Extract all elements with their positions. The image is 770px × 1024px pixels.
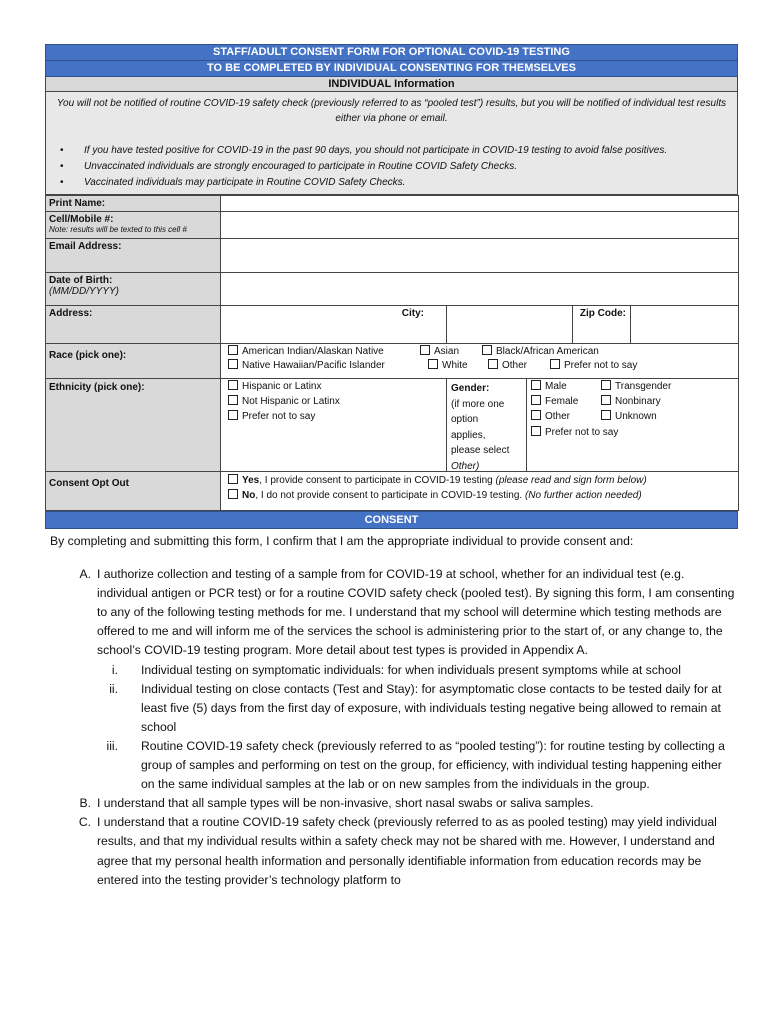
consent-yes-option[interactable] (228, 473, 735, 488)
checkbox[interactable] (482, 345, 492, 355)
roman-item (45, 737, 738, 794)
option-label: Other (502, 360, 528, 371)
no-instruction: (No further action needed) (524, 490, 642, 501)
cell-note: Note: results will be texted to this cell # (49, 225, 187, 234)
option-label: Hispanic or Latinx (242, 381, 322, 392)
option-label: Transgender (615, 381, 672, 392)
item-text: I understand that all sample types will be non-invasive, short nasal swabs or saliva samples. (97, 796, 594, 811)
option-label: Asian (434, 346, 460, 357)
consent-item-b (45, 794, 738, 813)
ethnicity-not-hispanic[interactable] (228, 394, 443, 409)
checkbox[interactable] (228, 395, 238, 405)
section-title: INDIVIDUAL Information (45, 77, 738, 92)
zip-field[interactable] (631, 306, 739, 344)
consent-opt-out-options (221, 472, 739, 511)
item-text: I understand that a routine COVID-19 safety check (previously referred to as as pooled testing) may yield individual results, and that my individual results within a safety check may not be shared with me. However, I understand and agree that my personal health information and personally identifiable information from education records may be entered into the testing provider’s technology platform to (97, 815, 717, 887)
consent-heading: CONSENT (45, 511, 738, 529)
city-field[interactable] (447, 306, 626, 344)
checkbox[interactable] (550, 359, 560, 369)
checkbox[interactable] (531, 395, 541, 405)
option-label: Unknown (615, 411, 657, 422)
yes-text: , I provide consent to participate in COVID-19 testing (259, 475, 496, 486)
roman-item (45, 661, 738, 680)
yes-label: Yes (242, 475, 260, 486)
gender-female[interactable] (531, 394, 578, 409)
ethnicity-options (221, 379, 447, 472)
address-field[interactable] (221, 306, 447, 344)
ethnicity-prefer-not[interactable] (228, 409, 443, 424)
checkbox[interactable] (601, 410, 611, 420)
roman-text: Routine COVID-19 safety check (previously referred to as “pooled testing”): for routine testing by collecting a group of samples and performing on test on the group, for efficiency, with individual testing happening either on the same individual samples at the lab or on new samples from the individuals in the group. (141, 738, 725, 792)
cell-label (46, 212, 221, 239)
race-black[interactable] (482, 344, 599, 359)
checkbox[interactable] (531, 380, 541, 390)
no-text: , I do not provide consent to participate in COVID-19 testing. (255, 490, 525, 501)
race-american-indian[interactable] (228, 344, 384, 359)
city-label: City: (401, 308, 424, 319)
gender-hint-2: option (451, 414, 479, 425)
bullet-item: • Vaccinated individuals may participate in Routine COVID Safety Checks. (56, 175, 729, 191)
race-label: Race (pick one): (46, 344, 221, 379)
checkbox[interactable] (601, 380, 611, 390)
print-name-label: Print Name: (46, 196, 221, 212)
gender-transgender[interactable] (601, 379, 671, 394)
gender-other[interactable] (531, 409, 570, 424)
dob-field[interactable] (221, 273, 739, 306)
checkbox[interactable] (228, 359, 238, 369)
gender-options (531, 379, 739, 443)
option-label: Nonbinary (615, 396, 661, 407)
bullet-item: • If you have tested positive for COVID-19 in the past 90 days, you should not participate in COVID-19 testing to avoid false positives. (56, 143, 729, 159)
gender-male[interactable] (531, 379, 567, 394)
bullet-list (54, 143, 729, 191)
ethnicity-hispanic[interactable] (228, 379, 443, 394)
race-options (221, 344, 739, 379)
item-letter: B. (79, 796, 91, 811)
gender-prefer-not[interactable] (531, 425, 618, 440)
checkbox[interactable] (228, 410, 238, 420)
option-label: Prefer not to say (545, 427, 619, 438)
address-label: Address: (46, 306, 221, 344)
item-letter: A. (79, 567, 91, 582)
item-text: I authorize collection and testing of a sample from for COVID-19 at school, whether for an individual test (e.g. individual antigen or PCR test) or for a routine COVID safety check (pooled test). By signing this form, I am consenting to any of the following testing methods for me. I understand that my school will determine which testing methods are offered to me and will inform me of the services the school is administering prior to the start of, or any change to, the school’s COVID-19 testing program. More detail about test types is provided in Appendix A. (97, 567, 735, 658)
dob-label (46, 273, 221, 306)
checkbox[interactable] (228, 380, 238, 390)
form-header (45, 44, 738, 77)
ethnicity-label: Ethnicity (pick one): (46, 379, 221, 472)
option-label: Prefer not to say (242, 411, 316, 422)
option-label: Prefer not to say (564, 360, 638, 371)
consent-opt-out-label: Consent Opt Out (46, 472, 221, 511)
item-letter: C. (78, 815, 91, 830)
consent-form (45, 44, 738, 890)
checkbox[interactable] (228, 474, 238, 484)
option-label: Black/African American (496, 346, 599, 357)
checkbox[interactable] (228, 345, 238, 355)
option-label: Male (545, 381, 567, 392)
cell-label-text: Cell/Mobile #: (49, 214, 114, 225)
gender-label: Gender: (451, 383, 490, 394)
yes-instruction: (please read and sign form below) (495, 475, 647, 486)
roman-label: iii. (106, 738, 118, 753)
roman-text: Individual testing on close contacts (Test and Stay): for asymptomatic close contacts to be tested daily for at least five (5) days from the first day of exposure, with individuals testing negative being allowed to remain at school (141, 681, 722, 734)
zip-label: Zip Code: (579, 308, 626, 319)
option-label: Native Hawaiian/Pacific Islander (242, 360, 385, 371)
roman-label: ii. (109, 681, 118, 696)
race-other[interactable] (488, 358, 527, 373)
info-box (45, 92, 738, 195)
checkbox[interactable] (601, 395, 611, 405)
checkbox[interactable] (428, 359, 438, 369)
checkbox[interactable] (531, 410, 541, 420)
option-label: Female (545, 396, 579, 407)
gender-hint-3: applies, (451, 429, 486, 441)
checkbox[interactable] (488, 359, 498, 369)
roman-label: i. (111, 662, 118, 677)
info-table (45, 195, 739, 511)
email-field[interactable] (221, 239, 739, 273)
print-name-field[interactable] (221, 196, 739, 212)
consent-item-a (45, 565, 738, 660)
gender-unknown[interactable] (601, 409, 657, 424)
dob-label-text: Date of Birth: (49, 275, 113, 286)
option-label: Not Hispanic or Latinx (242, 396, 340, 407)
race-white[interactable] (428, 358, 468, 373)
gender-hint-4: please select (451, 445, 510, 456)
email-label: Email Address: (46, 239, 221, 273)
checkbox[interactable] (531, 426, 541, 436)
notification-notice: You will not be notified of routine COVID-19 safety check (previously referred to as “pooled test”) results, but you will be notified of individual test results either via phone or email. (56, 98, 727, 124)
consent-item-c (45, 813, 738, 889)
consent-no-option[interactable] (228, 488, 735, 503)
roman-item (45, 680, 738, 737)
consent-body (45, 529, 738, 890)
race-asian[interactable] (420, 344, 459, 359)
gender-hint-5: Other) (451, 460, 480, 472)
race-native-hawaiian[interactable] (228, 358, 385, 373)
checkbox[interactable] (420, 345, 430, 355)
gender-cell (447, 379, 739, 472)
option-label: White (442, 360, 468, 371)
dob-format: (MM/DD/YYYY) (49, 286, 119, 297)
roman-text: Individual testing on symptomatic individuals: for when individuals present symptoms while at school (141, 662, 681, 677)
consent-intro: By completing and submitting this form, I confirm that I am the appropriate individual to provide consent and: (50, 534, 634, 548)
no-label: No (242, 490, 256, 501)
checkbox[interactable] (228, 489, 238, 499)
gender-nonbinary[interactable] (601, 394, 661, 409)
gender-label-box (447, 379, 527, 471)
bullet-item: • Unvaccinated individuals are strongly encouraged to participate in Routine COVID Safety Checks. (56, 159, 729, 175)
option-label: American Indian/Alaskan Native (242, 346, 384, 357)
option-label: Other (545, 411, 571, 422)
gender-hint-1: (if more one (451, 398, 505, 410)
form-subtitle: TO BE COMPLETED BY INDIVIDUAL CONSENTING FOR THEMSELVES (46, 60, 737, 76)
cell-field[interactable] (221, 212, 739, 239)
race-prefer-not[interactable] (550, 358, 637, 373)
form-title: STAFF/ADULT CONSENT FORM FOR OPTIONAL COVID-19 TESTING (213, 46, 570, 58)
